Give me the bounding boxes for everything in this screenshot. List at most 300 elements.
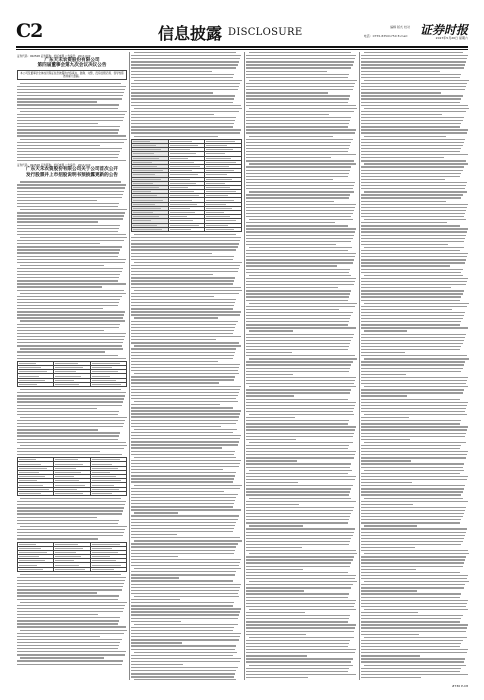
text-line [361,306,467,307]
text-line [246,615,350,616]
text-line [361,349,460,350]
text-line [246,265,337,266]
body-text [17,498,127,540]
text-line [361,429,467,430]
text-line [246,655,307,656]
text-line [246,95,350,96]
text-line [17,532,124,533]
text-line [131,256,234,257]
text-line [131,398,236,399]
text-line [246,157,331,158]
text-line [246,436,353,437]
text-line [131,311,241,312]
text-line [131,77,233,78]
text-line [134,108,242,109]
text-line [246,142,351,143]
text-line [131,240,240,241]
text-line [17,626,126,627]
text-line [17,599,118,600]
text-line [246,318,350,319]
text-line [361,374,406,375]
text-line [361,631,466,632]
text-line [246,485,353,486]
text-line [246,606,354,607]
table-cell [54,382,90,386]
text-line [131,639,239,640]
text-line [246,463,351,464]
text-line [361,457,466,458]
newspaper-logo: 证券时报 [419,23,468,37]
text-line [246,621,348,622]
text-line [246,160,354,161]
text-line [20,657,104,658]
text-line [17,654,125,655]
text-line [246,355,355,356]
text-line [361,262,465,263]
text-line [17,648,118,649]
text-line [17,414,118,415]
text-line [246,420,349,421]
text-line [17,308,103,309]
text-line [17,271,122,272]
text-line [246,473,348,474]
text-line [17,240,124,241]
text-line [246,132,355,133]
text-line [361,544,461,545]
text-line [361,160,466,161]
text-line [246,64,353,65]
text-line [361,485,465,486]
text-line [361,655,420,656]
text-line [131,410,241,411]
text-line [131,407,233,408]
text-line [131,299,236,300]
text-line [17,86,126,87]
table-row [132,227,242,231]
text-line [17,117,124,118]
text-line [361,102,460,103]
text-line [361,284,466,285]
contact-info: 电话：0755-83501750 E-mail： [363,34,410,38]
text-line [364,609,468,610]
text-line [131,395,238,396]
text-line [246,417,295,418]
text-line [246,575,356,576]
text-line [17,577,126,578]
text-line [246,179,333,180]
text-line [361,612,418,613]
text-line [246,272,349,273]
text-line [131,618,238,619]
text-line [246,250,348,251]
text-line [246,182,355,183]
text-line [361,142,464,143]
table-cell [132,227,169,231]
text-line [20,348,123,349]
body-text [17,389,127,455]
text-line [246,593,349,594]
text-line [134,540,242,541]
text-line [131,605,233,606]
text-line [361,618,461,619]
text-line [17,395,125,396]
text-line [246,627,355,628]
text-line [246,671,348,672]
text-line [246,364,351,365]
text-line [17,132,118,133]
text-line [17,89,125,90]
text-line [361,197,461,198]
text-line [131,416,239,417]
text-line [361,528,467,529]
text-line [17,92,124,93]
text-line [17,420,125,421]
text-line [246,504,299,505]
text-line [131,277,235,278]
text-line [131,386,241,387]
table-row [18,382,127,386]
text-line [131,432,233,433]
text-line [17,249,120,250]
text-line [246,337,353,338]
text-line [361,392,463,393]
text-line [361,454,467,455]
text-line [246,290,351,291]
text-line [17,187,125,188]
text-line [246,457,354,458]
text-line [361,201,446,202]
text-line [17,642,120,643]
text-line [134,596,239,597]
text-line [131,355,234,356]
text-line [249,330,293,331]
table-cell [54,491,90,495]
text-line [134,401,238,402]
text-line [361,114,442,115]
text-line [20,445,127,446]
text-line [361,207,467,208]
text-line [246,194,350,195]
text-line [361,408,466,409]
text-line [17,645,119,646]
text-line [246,312,353,313]
text-line [249,358,357,359]
text-line [246,454,355,455]
text-line [246,77,348,78]
table-cell [168,227,205,231]
text-line [361,677,421,678]
text-line [246,482,298,483]
text-line [131,259,233,260]
text-line [246,253,356,254]
text-line [131,364,240,365]
text-line [17,592,97,593]
text-line [246,541,350,542]
text-line [246,340,351,341]
text-line [131,670,236,671]
page-number: C2 [16,20,43,42]
notice-1-title-line-1: 广东天禾农资股份有限公司 [44,58,100,63]
text-line [246,377,356,378]
text-line [246,562,351,563]
text-line [361,420,461,421]
text-line [134,652,237,653]
text-line [131,497,236,498]
text-line [131,611,240,612]
text-line [361,569,416,570]
section-title-cn: 信息披露 [158,24,223,43]
text-line [17,423,124,424]
text-line [17,277,119,278]
text-line [17,504,125,505]
text-line [249,581,357,582]
text-line [246,399,348,400]
text-line [134,512,178,513]
text-line [361,541,463,542]
text-line [246,631,354,632]
text-line [246,677,308,678]
text-line [246,300,348,301]
text-line [131,655,233,656]
text-line [361,501,468,502]
text-line [361,488,464,489]
text-line [361,658,465,659]
text-line [361,111,466,112]
text-line [361,241,464,242]
text-line [361,238,465,239]
notice-1-disclaimer: 本公司及董事会全体成员保证信息披露的内容真实、准确、完整，没有虚假记载、误导性陈述或重大遗漏。 [17,70,127,80]
text-line [361,315,464,316]
text-line [361,361,465,362]
text-line [246,281,355,282]
text-line [17,520,119,521]
text-line [17,405,122,406]
text-line [246,395,294,396]
table-cell [205,227,242,231]
text-line [249,442,353,443]
text-line [246,556,354,557]
text-line [361,380,467,381]
text-line [17,203,119,204]
text-line [361,145,463,146]
text-line [361,265,450,266]
text-line [361,176,460,177]
text-line [249,414,354,415]
text-line [131,330,234,331]
text-line [131,120,235,121]
text-line [361,578,467,579]
text-line [364,247,464,248]
text-line [361,126,460,127]
text-line [246,612,305,613]
text-line [246,371,349,372]
text-line [131,438,240,439]
text-line [17,358,126,359]
text-line [361,460,411,461]
text-line [361,436,465,437]
text-line [246,123,349,124]
text-line [17,246,122,247]
text-line [17,228,119,229]
text-line [246,439,296,440]
text-line [131,584,241,585]
text-line [131,293,239,294]
text-line [361,448,460,449]
text-line [246,231,355,232]
text-line [246,448,348,449]
text-line [17,355,118,356]
text-line [131,506,233,507]
text-line [17,225,120,226]
table-cell [18,567,54,571]
text-line [246,528,355,529]
text-line [246,151,348,152]
text-line [361,244,448,245]
text-line [17,243,100,244]
text-line [246,538,351,539]
text-line [17,513,122,514]
text-line [246,296,349,297]
text-line [246,86,354,87]
text-line [361,640,463,641]
text-line [131,503,234,504]
text-line [131,565,239,566]
column-divider [244,52,245,680]
text-line [17,442,126,443]
text-line [361,250,460,251]
text-line [249,275,351,276]
text-line [246,154,356,155]
text-line [361,123,461,124]
text-line [17,311,125,312]
text-line [17,283,126,284]
text-line [246,618,349,619]
text-line [364,470,464,471]
text-line [131,246,238,247]
text-line [361,510,465,511]
text-line [131,556,178,557]
text-line [20,265,104,266]
text-line [361,417,409,418]
text-line [17,274,120,275]
text-line [131,633,241,634]
text-line [361,228,468,229]
text-line [361,216,464,217]
text-line [361,364,464,365]
text-line [131,382,219,383]
text-line [246,389,351,390]
data-table [17,542,127,572]
text-line [131,590,239,591]
text-line [361,89,465,90]
text-line [17,215,124,216]
text-line [131,379,234,380]
text-line [249,52,351,53]
text-line [361,584,465,585]
text-line [361,587,464,588]
text-line [20,574,121,575]
text-line [361,58,467,59]
text-line [131,673,235,674]
text-line [246,293,350,294]
text-line [364,498,463,499]
text-line [17,259,126,260]
text-line [361,383,466,384]
text-line [246,423,348,424]
text-line [17,535,123,536]
text-line [249,219,353,220]
text-line [246,139,353,140]
text-line [361,556,466,557]
text-line [131,102,233,103]
text-line [361,624,468,625]
text-line [131,89,238,90]
text-line [361,157,444,158]
text-line [361,389,464,390]
text-line [361,395,407,396]
text-line [246,550,356,551]
text-line [131,630,233,631]
text-line [17,435,119,436]
text-line [361,575,468,576]
text-line [246,204,356,205]
text-line [246,392,350,393]
text-line [361,671,460,672]
text-line [131,515,239,516]
notice-2-header [17,163,127,178]
text-line [131,327,235,328]
text-line [361,194,463,195]
text-line [17,345,122,346]
text-line [246,176,348,177]
text-line [361,117,464,118]
text-line [131,243,239,244]
text-line [361,120,463,121]
text-line [17,314,124,315]
text-line [361,77,460,78]
text-line [249,665,353,666]
text-line [246,408,354,409]
text-line [361,139,465,140]
text-line [17,231,118,232]
text-line [17,299,120,300]
text-line [246,584,353,585]
text-line [246,532,354,533]
text-line [361,281,467,282]
text-line [131,61,239,62]
text-line [249,247,352,248]
text-line [361,668,461,669]
text-line [246,578,355,579]
text-line [131,308,233,309]
text-line [246,411,353,412]
text-line [17,151,120,152]
column-divider [129,52,130,680]
text-line [17,268,123,269]
text-line [131,593,238,594]
text-line [17,392,126,393]
text-line [17,317,123,318]
table-row [18,491,127,495]
notice-2-code-line: 证券代码：002508 证券简称：老板电器 公告编号：2017-0XX [17,164,91,168]
text-line [131,664,183,665]
text-line [361,225,460,226]
text-line [17,432,120,433]
text-line [131,280,234,281]
text-line [361,188,465,189]
text-line [17,583,124,584]
body-text [131,234,242,680]
